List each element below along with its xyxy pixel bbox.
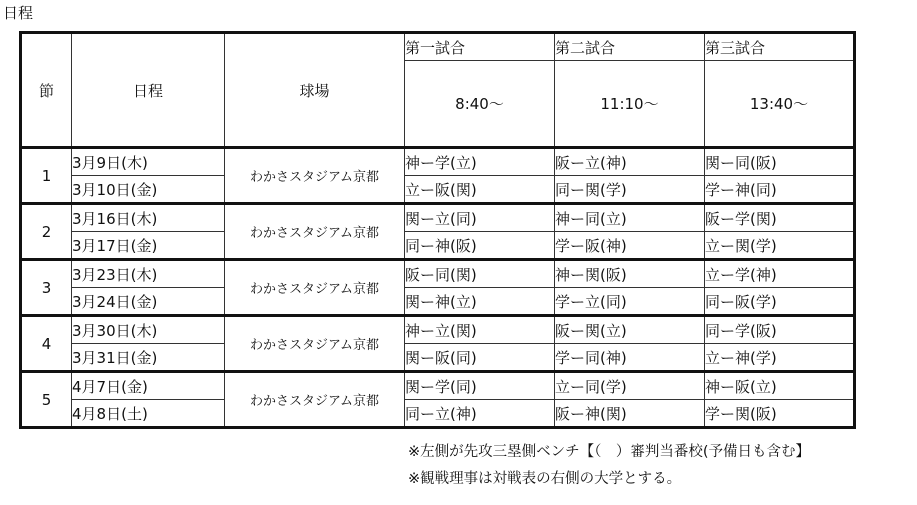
match-cell: 同ー立(神) [405, 400, 555, 428]
match-cell: 同ー学(阪) [705, 316, 855, 344]
venue-cell: わかさスタジアム京都 [225, 204, 405, 260]
table-row [21, 400, 855, 428]
match-cell: 神ー同(立) [555, 204, 705, 232]
match-cell: 学ー関(阪) [705, 400, 855, 428]
match-cell: 阪ー同(関) [405, 260, 555, 288]
header-time-3: 13:40～ [705, 61, 855, 148]
venue-cell: わかさスタジアム京都 [225, 316, 405, 372]
venue-cell: わかさスタジアム京都 [225, 372, 405, 428]
header-time-1: 8:40～ [405, 61, 555, 148]
header-match-3: 第三試合 [705, 33, 855, 61]
match-cell: 阪ー神(関) [555, 400, 705, 428]
round-number: 5 [21, 372, 72, 428]
date-cell: 4月8日(土) [72, 400, 225, 428]
date-cell: 3月23日(木) [72, 260, 225, 288]
match-cell: 同ー関(学) [555, 176, 705, 204]
match-cell: 学ー同(神) [555, 344, 705, 372]
match-cell: 学ー阪(神) [555, 232, 705, 260]
table-row [21, 260, 855, 288]
round-number: 3 [21, 260, 72, 316]
match-cell: 学ー神(同) [705, 176, 855, 204]
match-cell: 神ー阪(立) [705, 372, 855, 400]
match-cell: 同ー阪(学) [705, 288, 855, 316]
match-cell: 立ー阪(関) [405, 176, 555, 204]
table-row [21, 344, 855, 372]
schedule-table [19, 31, 856, 429]
table-row [21, 204, 855, 232]
round-number: 1 [21, 148, 72, 204]
match-cell: 神ー学(立) [405, 148, 555, 176]
match-cell: 阪ー関(立) [555, 316, 705, 344]
match-cell: 学ー立(同) [555, 288, 705, 316]
header-time-2: 11:10～ [555, 61, 705, 148]
page-title: 日程 [3, 4, 34, 22]
match-cell: 阪ー学(関) [705, 204, 855, 232]
match-cell: 関ー阪(同) [405, 344, 555, 372]
match-cell: 阪ー立(神) [555, 148, 705, 176]
header-venue: 球場 [225, 33, 405, 148]
match-cell: 立ー関(学) [705, 232, 855, 260]
table-row [21, 148, 855, 176]
match-cell: 関ー同(阪) [705, 148, 855, 176]
header-date: 日程 [72, 33, 225, 148]
match-cell: 立ー学(神) [705, 260, 855, 288]
venue-cell: わかさスタジアム京都 [225, 260, 405, 316]
date-cell: 3月17日(金) [72, 232, 225, 260]
note-line: ※左側が先攻三塁側ベンチ【（ ）審判当番校(予備日も含む】 [408, 444, 811, 460]
round-number: 2 [21, 204, 72, 260]
header-match-2: 第二試合 [555, 33, 705, 61]
date-cell: 3月9日(木) [72, 148, 225, 176]
header-match-1: 第一試合 [405, 33, 555, 61]
note-line: ※観戦理事は対戦表の右側の大学とする。 [408, 471, 682, 487]
match-cell: 立ー同(学) [555, 372, 705, 400]
match-cell: 立ー神(学) [705, 344, 855, 372]
match-cell: 関ー神(立) [405, 288, 555, 316]
match-cell: 神ー関(阪) [555, 260, 705, 288]
match-cell: 神ー立(関) [405, 316, 555, 344]
header-setsu: 節 [21, 33, 72, 148]
venue-cell: わかさスタジアム京都 [225, 148, 405, 204]
table-row [21, 316, 855, 344]
match-cell: 同ー神(阪) [405, 232, 555, 260]
match-cell: 関ー学(同) [405, 372, 555, 400]
date-cell: 3月30日(木) [72, 316, 225, 344]
date-cell: 3月10日(金) [72, 176, 225, 204]
table-row [21, 176, 855, 204]
table-row [21, 232, 855, 260]
date-cell: 3月24日(金) [72, 288, 225, 316]
table-row [21, 288, 855, 316]
round-number: 4 [21, 316, 72, 372]
table-row [21, 372, 855, 400]
date-cell: 4月7日(金) [72, 372, 225, 400]
date-cell: 3月31日(金) [72, 344, 225, 372]
match-cell: 関ー立(同) [405, 204, 555, 232]
date-cell: 3月16日(木) [72, 204, 225, 232]
